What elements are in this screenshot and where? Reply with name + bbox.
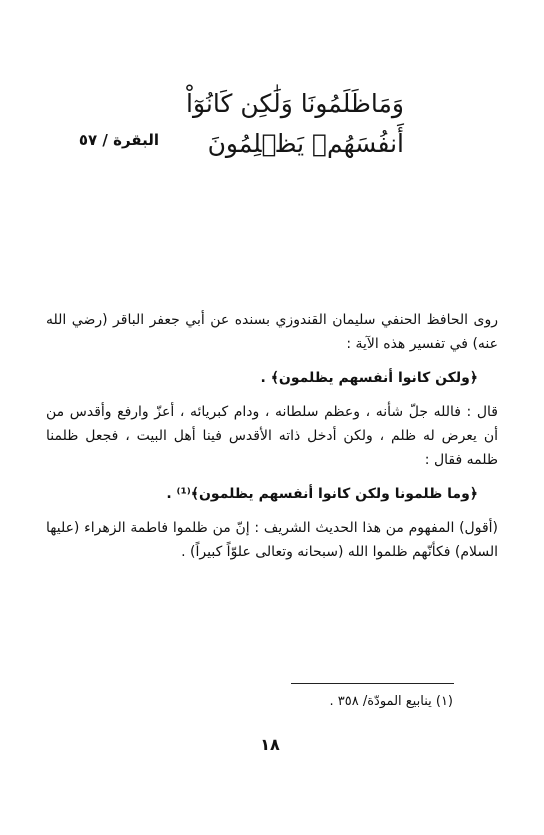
paragraph-1: روى الحافظ الحنفي سليمان القندوزي بسنده عن أبي جعفر الباقر (رضي الله عنه) في تفسير هذه الآية :	[46, 312, 498, 352]
quote-2: ﴿وما ظلمونا ولكن كانوا أنفسهم يظلمون﴾⁽¹⁾ .	[166, 486, 478, 502]
main-text	[46, 308, 498, 574]
verse-reference: البقرة / ٥٧	[78, 131, 159, 149]
quran-verse-heading: وَمَاظَلَمُونَا وَلَٰكِن كَانُوٓاْ أَنفُسَهُمۡ يَظۡلِمُونَ	[186, 89, 404, 158]
footnote-divider	[291, 683, 454, 684]
page-number: ١٨	[260, 735, 280, 754]
paragraph-3: (أقول) المفهوم من هذا الحديث الشريف : إنّ من ظلموا فاطمة الزهراء (عليها السلام) فكأنّهم ظلموا الله (سبحانه وتعالى علوّاً كبيراً) .	[46, 520, 498, 560]
paragraph-2: قال : فالله جلّ شأنه ، وعظم سلطانه ، ودام كبريائه ، أعزّ وارفع وأقدس من أن يعرض له ظلم ، ولكن أدخل ذاته الأقدس فينا أهل البيت ، فجعل ظلمنا ظلمه فقال :	[46, 404, 498, 468]
quote-1: ﴿ولكن كانوا أنفسهم يظلمون﴾ .	[260, 370, 478, 386]
footnote: (١) ينابيع المودّة/ ٣٥٨ .	[329, 694, 453, 709]
